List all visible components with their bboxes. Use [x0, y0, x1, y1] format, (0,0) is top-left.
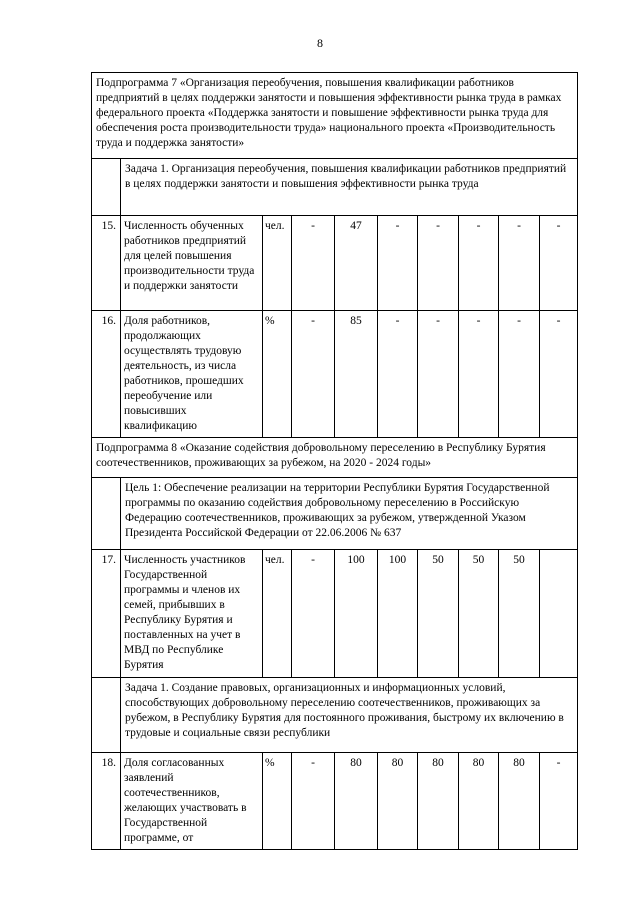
value-cell: 80	[378, 753, 418, 850]
subprogram-7-title: Подпрограмма 7 «Организация переобучения, повышения квалификации работников предприятий в целях поддержки занятости и повышения эффективности рынка труда в рамках федерального проекта «Поддержка занятости и повышение эффективности рынка труда для обеспечения роста производительности труда» национального проекта «Производительность труда и поддержка занятости»	[92, 73, 578, 159]
goal-8-1-row	[92, 478, 578, 550]
value-cell: -	[292, 753, 335, 850]
value-cell: 50	[459, 550, 499, 678]
unit: %	[263, 753, 292, 850]
row-number: 17.	[92, 550, 121, 678]
row-number: 18.	[92, 753, 121, 850]
task-8-1-row	[92, 678, 578, 753]
value-cell: 80	[459, 753, 499, 850]
table-row	[92, 311, 578, 438]
value-cell: -	[540, 753, 578, 850]
value-cell: 80	[418, 753, 459, 850]
page-number: 8	[317, 36, 323, 50]
value-cell: -	[292, 216, 335, 311]
value-cell: 100	[378, 550, 418, 678]
subprogram-8-row	[92, 438, 578, 478]
value-cell: -	[418, 311, 459, 438]
value-cell: 47	[335, 216, 378, 311]
value-cell	[540, 550, 578, 678]
row-number: 15.	[92, 216, 121, 311]
task-7-1-row	[92, 159, 578, 216]
task-7-1-title: Задача 1. Организация переобучения, повышения квалификации работников предприятий в целях поддержки занятости и повышения эффективности рынка труда	[121, 159, 578, 216]
value-cell: 50	[499, 550, 540, 678]
row-number: 16.	[92, 311, 121, 438]
table-row	[92, 753, 578, 850]
subprogram-8-title: Подпрограмма 8 «Оказание содействия добровольному переселению в Республику Бурятия соотечественников, проживающих за рубежом, на 2020 - 2024 годы»	[92, 438, 578, 478]
value-cell: 80	[335, 753, 378, 850]
value-cell: -	[418, 216, 459, 311]
indicators-table	[91, 72, 578, 850]
value-cell: 50	[418, 550, 459, 678]
table-row	[92, 216, 578, 311]
value-cell: -	[459, 311, 499, 438]
unit: чел.	[263, 550, 292, 678]
value-cell: -	[292, 550, 335, 678]
indicator-name: Численность участников Государственной программы и членов их семей, прибывших в Республику Бурятия и поставленных на учет в МВД по Республике Бурятия	[121, 550, 263, 678]
table-row	[92, 550, 578, 678]
indicator-name: Доля работников, продолжающих осуществлять трудовую деятельность, из числа работников, прошедших переобучение или повысивших квалификацию	[121, 311, 263, 438]
value-cell: 85	[335, 311, 378, 438]
value-cell: -	[378, 311, 418, 438]
value-cell: 100	[335, 550, 378, 678]
unit: чел.	[263, 216, 292, 311]
unit: %	[263, 311, 292, 438]
value-cell: -	[499, 311, 540, 438]
value-cell: -	[499, 216, 540, 311]
value-cell: 80	[499, 753, 540, 850]
subprogram-7-row	[92, 73, 578, 159]
value-cell: -	[378, 216, 418, 311]
value-cell: -	[540, 216, 578, 311]
value-cell: -	[540, 311, 578, 438]
value-cell: -	[292, 311, 335, 438]
indicator-name: Численность обученных работников предприятий для целей повышения производительности труда и поддержки занятости	[121, 216, 263, 311]
value-cell: -	[459, 216, 499, 311]
goal-8-1-title: Цель 1: Обеспечение реализации на территории Республики Бурятия Государственной программы по оказанию содействия добровольному переселению в Российскую Федерацию соотечественников, проживающих за рубежом, утвержденной Указом Президента Российской Федерации от 22.06.2006 № 637	[121, 478, 578, 550]
indicator-name: Доля согласованных заявлений соотечественников, желающих участвовать в Государственной программе, от	[121, 753, 263, 850]
task-8-1-title: Задача 1. Создание правовых, организационных и информационных условий, способствующих добровольному переселению соотечественников, проживающих за рубежом, в Республику Бурятия для постоянного проживания, быстрому их включению в трудовые и социальные связи республики	[121, 678, 578, 753]
